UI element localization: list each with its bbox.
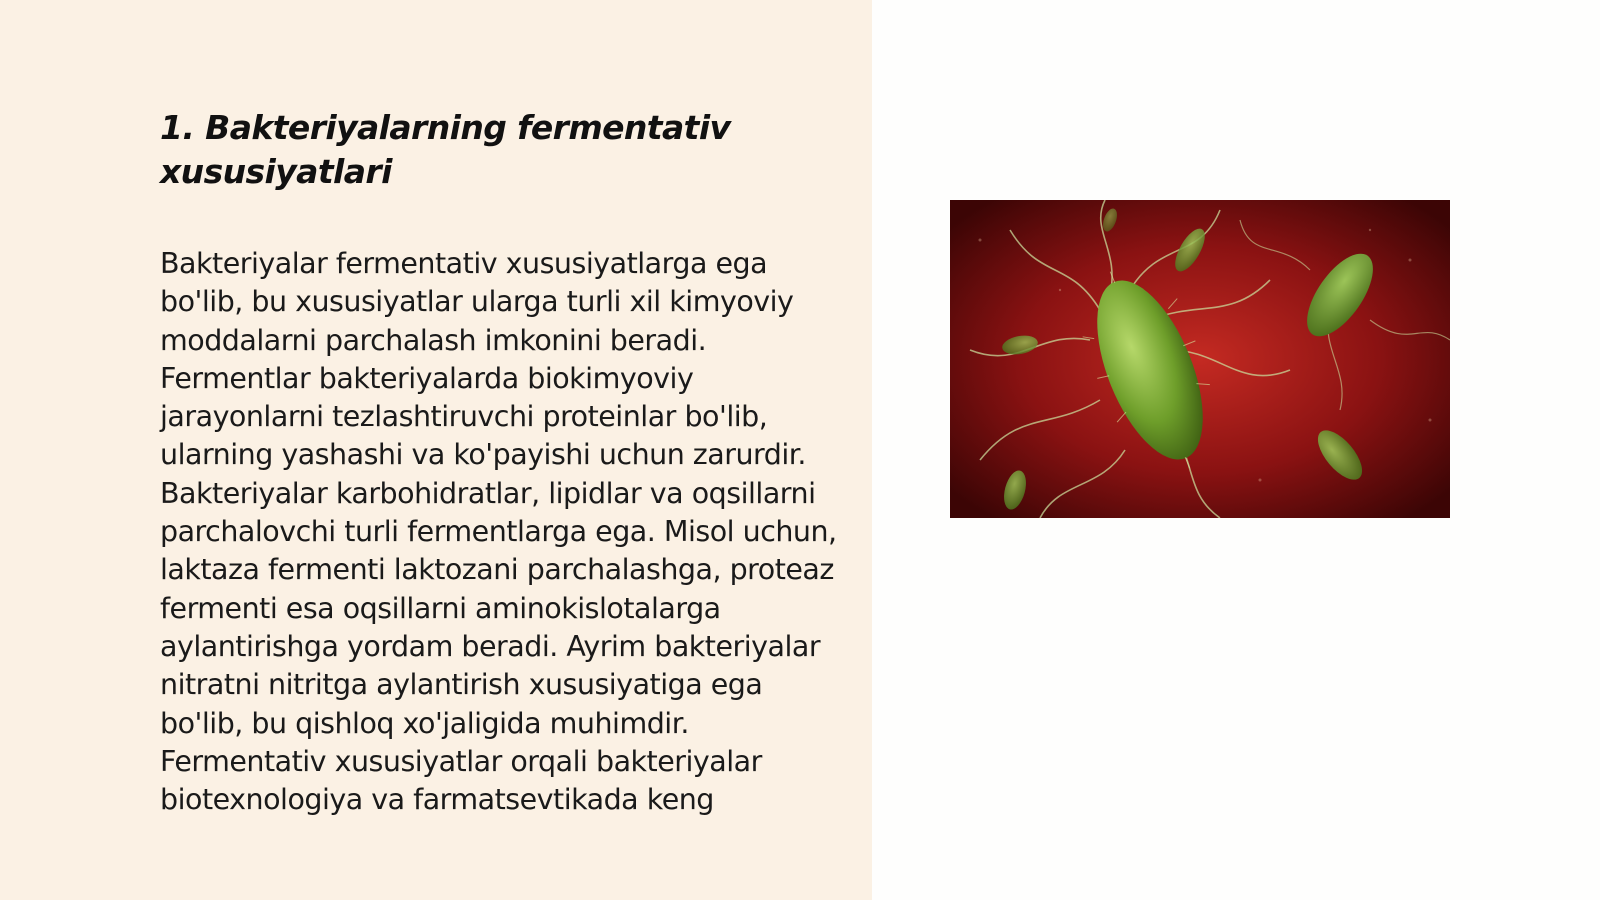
bacteria-image bbox=[950, 200, 1450, 518]
slide-body-text: Bakteriyalar fermentativ xususiyatlarga ega bo'lib, bu xususiyatlar ularga turli xil kimyoviy moddalarni parchalash imkonini beradi. Fermentlar bakteriyalarda biokimyoviy jarayonlarni tezlashtiruvchi proteinlar bo'lib, ularning yashashi va ko'payishi uchun zarurdir. Bakteriyalar karbohidratlar, lipidlar va oqsillarni parchalovchi turli fermentlarga ega. Misol uchun, laktaza fermenti laktozani parchalashga, proteaz fermenti esa oqsillarni aminokislotalarga aylantirishga yordam beradi. Ayrim bakteriyalar nitratni nitritga aylantirish xususiyatiga ega bo'lib, bu qishloq xo'jaligida muhimdir. Fermentativ xususiyatlar orqali bakteriyalar biotexnologiya va farmatsevtikada keng bbox=[160, 247, 837, 817]
slide-heading: 1. Bakteriyalarning fermentativ xususiyatlari bbox=[160, 108, 731, 191]
bacteria-illustration bbox=[950, 200, 1450, 518]
